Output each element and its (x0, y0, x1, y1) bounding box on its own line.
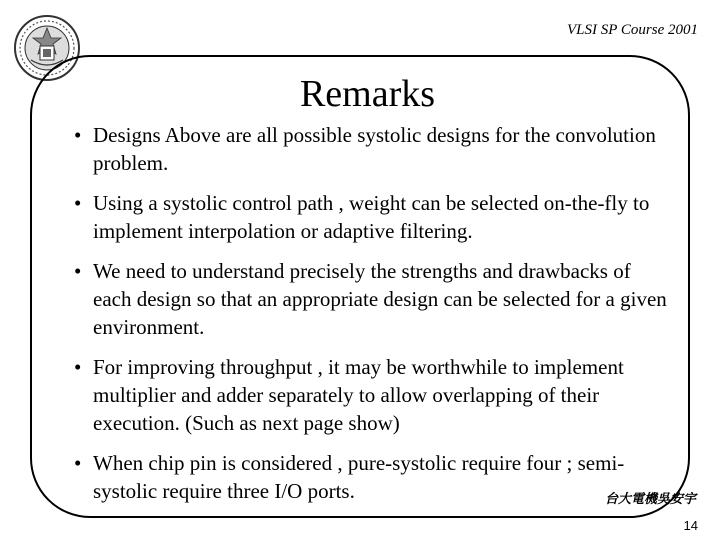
bullet-item (74, 189, 674, 245)
bullet-text: We need to understand precisely the strengths and drawbacks of each design so that an appropriate design can be selected for a given environment. (93, 259, 667, 339)
bullet-item (74, 353, 674, 437)
bullet-list (74, 121, 674, 517)
bullet-text: For improving throughput , it may be worthwhile to implement multiplier and adder separately to allow overlapping of their execution. (Such as next page show) (93, 355, 624, 435)
bullet-dot-icon: • (74, 123, 82, 147)
page-number: 14 (683, 518, 698, 533)
bullet-dot-icon: • (74, 191, 82, 215)
bullet-item (74, 121, 674, 177)
bullet-dot-icon: • (74, 259, 82, 283)
bullet-item (74, 257, 674, 341)
course-header: VLSI SP Course 2001 (567, 22, 698, 38)
bullet-text: Designs Above are all possible systolic designs for the convolution problem. (93, 123, 656, 175)
slide-title: Remarks (299, 73, 436, 115)
author-signature: 台大電機吳安宇 (605, 491, 697, 506)
bullet-dot-icon: • (74, 451, 82, 475)
bullet-item (74, 449, 674, 505)
bullet-dot-icon: • (74, 355, 82, 379)
bullet-text: Using a systolic control path , weight can be selected on-the-fly to implement interpolation or adaptive filtering. (93, 191, 650, 243)
bullet-text: When chip pin is considered , pure-systolic require four ; semi-systolic require three I/O ports. (93, 451, 625, 503)
